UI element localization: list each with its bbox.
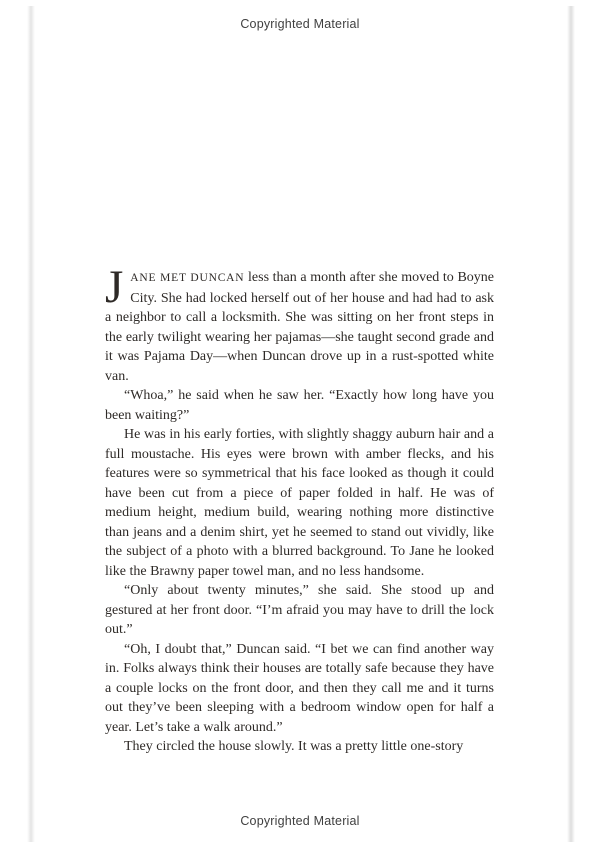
page-edge-right — [567, 6, 575, 842]
copyright-notice-bottom: Copyrighted Material — [240, 814, 360, 828]
lead-in-small-caps: ANE MET DUNCAN — [130, 272, 245, 284]
paragraph-opening — [105, 261, 494, 386]
page-edge-left — [27, 6, 35, 842]
drop-cap: J — [105, 261, 124, 313]
paragraph: “Only about twenty minutes,” she said. She stood up and gestured at her front door. “I’m afraid you may have to drill the lock out.” — [105, 583, 494, 637]
copyright-notice-top: Copyrighted Material — [240, 17, 360, 31]
paragraph: “Whoa,” he said when he saw her. “Exactly how long have you been waiting?” — [105, 388, 494, 423]
paragraph-text: less than a month after she moved to Boyne City. She had locked herself out of her house and had had to ask a neighbor to call a locksmith. She was sitting on her front steps in the early twilight wearing her pajamas—she taught second grade and it was Pajama Day—when Duncan drove up in a rust-spotted white van. — [105, 270, 494, 384]
paragraph: “Oh, I doubt that,” Duncan said. “I bet we can find another way in. Folks always think their houses are totally safe because they have a couple locks on the front door, and then they call me and it turns out they’ve been sleeping with a bedroom window open for half a year. Let’s take a walk around.” — [105, 641, 494, 735]
page-text-block — [105, 261, 494, 757]
paragraph: They circled the house slowly. It was a pretty little one-story — [124, 739, 464, 754]
paragraph: He was in his early forties, with slightly shaggy auburn hair and a full moustache. His eyes were brown with amber flecks, and his features were so symmetrical that his face looked as though it could have been cut from a piece of paper folded in half. He was of medium height, medium build, wearing nothing more distinctive than jeans and a denim shirt, yet he seemed to stand out vividly, like the subject of a photo with a blurred background. To Jane he looked like the Brawny paper towel man, and no less handsome. — [105, 427, 494, 579]
